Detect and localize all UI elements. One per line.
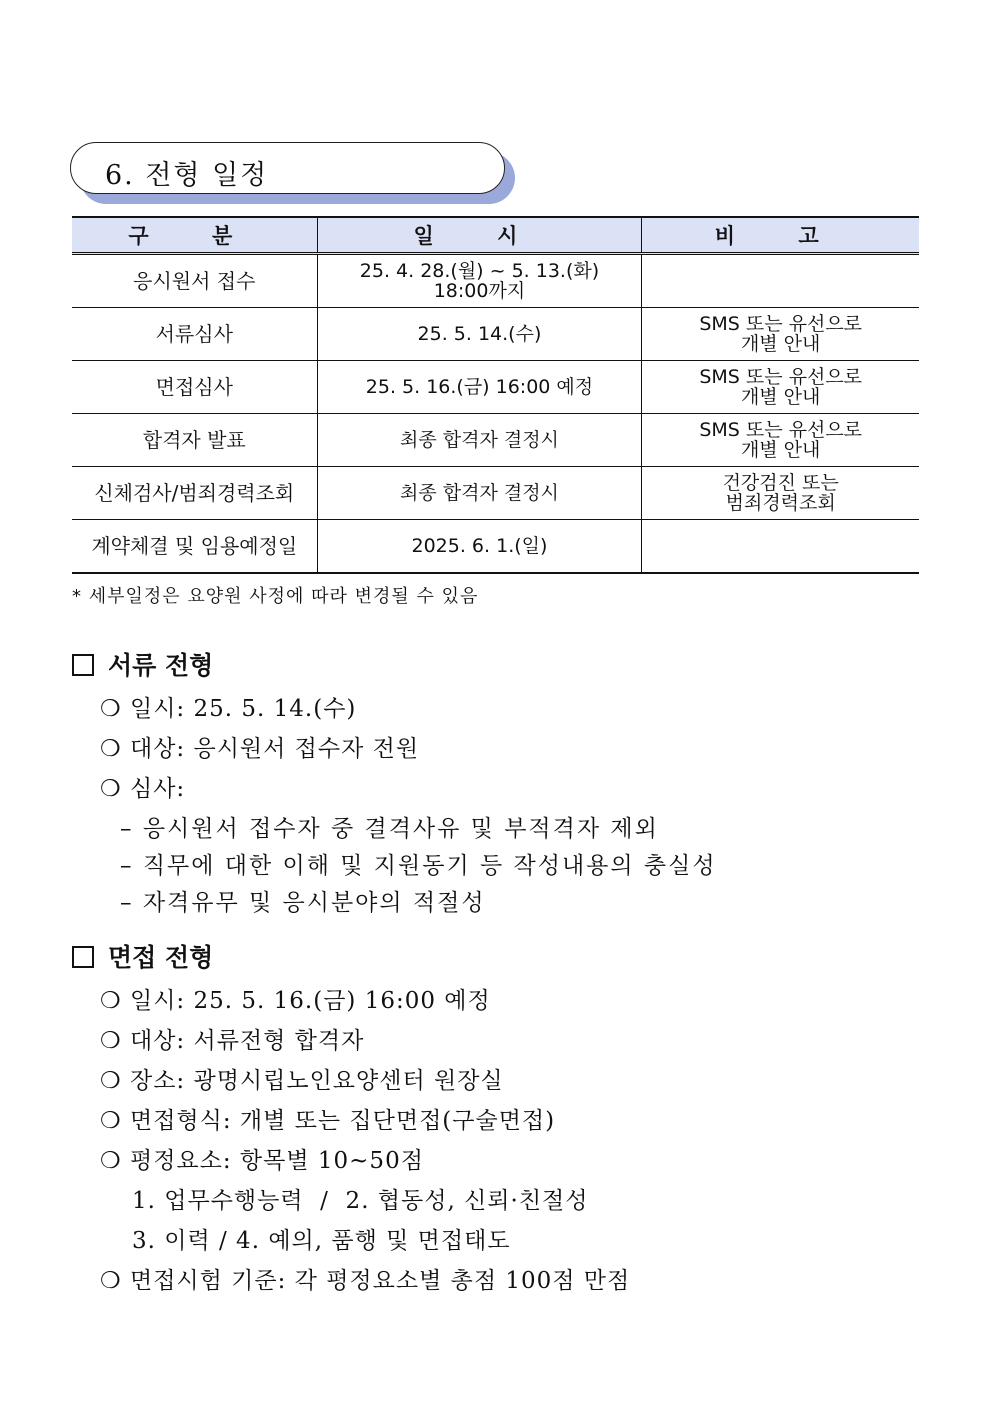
- table-row: [72, 467, 919, 520]
- circle-bullet-icon: ❍: [100, 1028, 122, 1054]
- table-row: [72, 520, 919, 574]
- criteria-line-1: 1. 업무수행능력 / 2. 협동성, 신뢰·친절성: [132, 1188, 589, 1214]
- list-item: ❍ 일시: 25. 5. 14.(수): [100, 696, 357, 722]
- row-note: 건강검진 또는 범죄경력조회: [642, 467, 919, 520]
- row-note: [642, 520, 919, 574]
- list-item: – 자격유무 및 응시분야의 적절성: [120, 890, 486, 916]
- table-row: [72, 361, 919, 414]
- circle-bullet-icon: ❍: [100, 696, 122, 722]
- list-item: ❍ 장소: 광명시립노인요양센터 원장실: [100, 1068, 504, 1094]
- row-note: SMS 또는 유선으로 개별 안내: [642, 361, 919, 414]
- list-item: – 응시원서 접수자 중 결격사유 및 부적격자 제외: [120, 816, 659, 842]
- table-row: [72, 308, 919, 361]
- criteria-line-2: 3. 이력 / 4. 예의, 품행 및 면접태도: [132, 1228, 511, 1254]
- row-date: 25. 5. 14.(수): [317, 308, 642, 361]
- circle-bullet-icon: ❍: [100, 736, 122, 762]
- header-remarks: 비 고: [642, 217, 919, 254]
- row-date: 최종 합격자 결정시: [317, 414, 642, 467]
- header-category: 구 분: [72, 217, 317, 254]
- circle-bullet-icon: ❍: [100, 1148, 122, 1174]
- doc-screening-heading: 서류 전형: [72, 646, 213, 682]
- row-item: 서류심사: [72, 308, 317, 361]
- row-item: 면접심사: [72, 361, 317, 414]
- row-note: SMS 또는 유선으로 개별 안내: [642, 414, 919, 467]
- row-date: 25. 5. 16.(금) 16:00 예정: [317, 361, 642, 414]
- table-row: [72, 414, 919, 467]
- table-header-row: [72, 217, 919, 254]
- row-item: 응시원서 접수: [72, 254, 317, 308]
- footnote: * 세부일정은 요양원 사정에 따라 변경될 수 있음: [72, 586, 479, 607]
- list-item: – 직무에 대한 이해 및 지원동기 등 작성내용의 충실성: [120, 853, 717, 879]
- header-datetime: 일 시: [317, 217, 642, 254]
- row-date: 최종 합격자 결정시: [317, 467, 642, 520]
- list-item: ❍ 대상: 서류전형 합격자: [100, 1028, 365, 1054]
- row-note: [642, 254, 919, 308]
- row-note: SMS 또는 유선으로 개별 안내: [642, 308, 919, 361]
- section-title-box: [70, 142, 515, 206]
- circle-bullet-icon: ❍: [100, 1268, 122, 1294]
- schedule-table: [72, 216, 919, 574]
- section-title: 6. 전형 일정: [105, 160, 269, 191]
- row-date: 2025. 6. 1.(일): [317, 520, 642, 574]
- row-item: 합격자 발표: [72, 414, 317, 467]
- row-item: 신체검사/범죄경력조회: [72, 467, 317, 520]
- list-item: ❍ 평정요소: 항목별 10~50점: [100, 1148, 424, 1174]
- interview-heading: 면접 전형: [72, 938, 213, 974]
- circle-bullet-icon: ❍: [100, 776, 122, 802]
- list-item: ❍ 대상: 응시원서 접수자 전원: [100, 736, 420, 762]
- circle-bullet-icon: ❍: [100, 1108, 122, 1134]
- row-item: 계약체결 및 임용예정일: [72, 520, 317, 574]
- checkbox-square-icon: [72, 654, 94, 676]
- circle-bullet-icon: ❍: [100, 988, 122, 1014]
- title-frame: [70, 142, 505, 194]
- row-date: 25. 4. 28.(월) ~ 5. 13.(화) 18:00까지: [317, 254, 642, 308]
- list-item: ❍ 심사:: [100, 776, 186, 802]
- list-item: ❍ 면접시험 기준: 각 평정요소별 총점 100점 만점: [100, 1268, 631, 1294]
- table-row: [72, 254, 919, 308]
- list-item: ❍ 면접형식: 개별 또는 집단면접(구술면접): [100, 1108, 556, 1134]
- circle-bullet-icon: ❍: [100, 1068, 122, 1094]
- checkbox-square-icon: [72, 946, 94, 968]
- list-item: ❍ 일시: 25. 5. 16.(금) 16:00 예정: [100, 988, 491, 1014]
